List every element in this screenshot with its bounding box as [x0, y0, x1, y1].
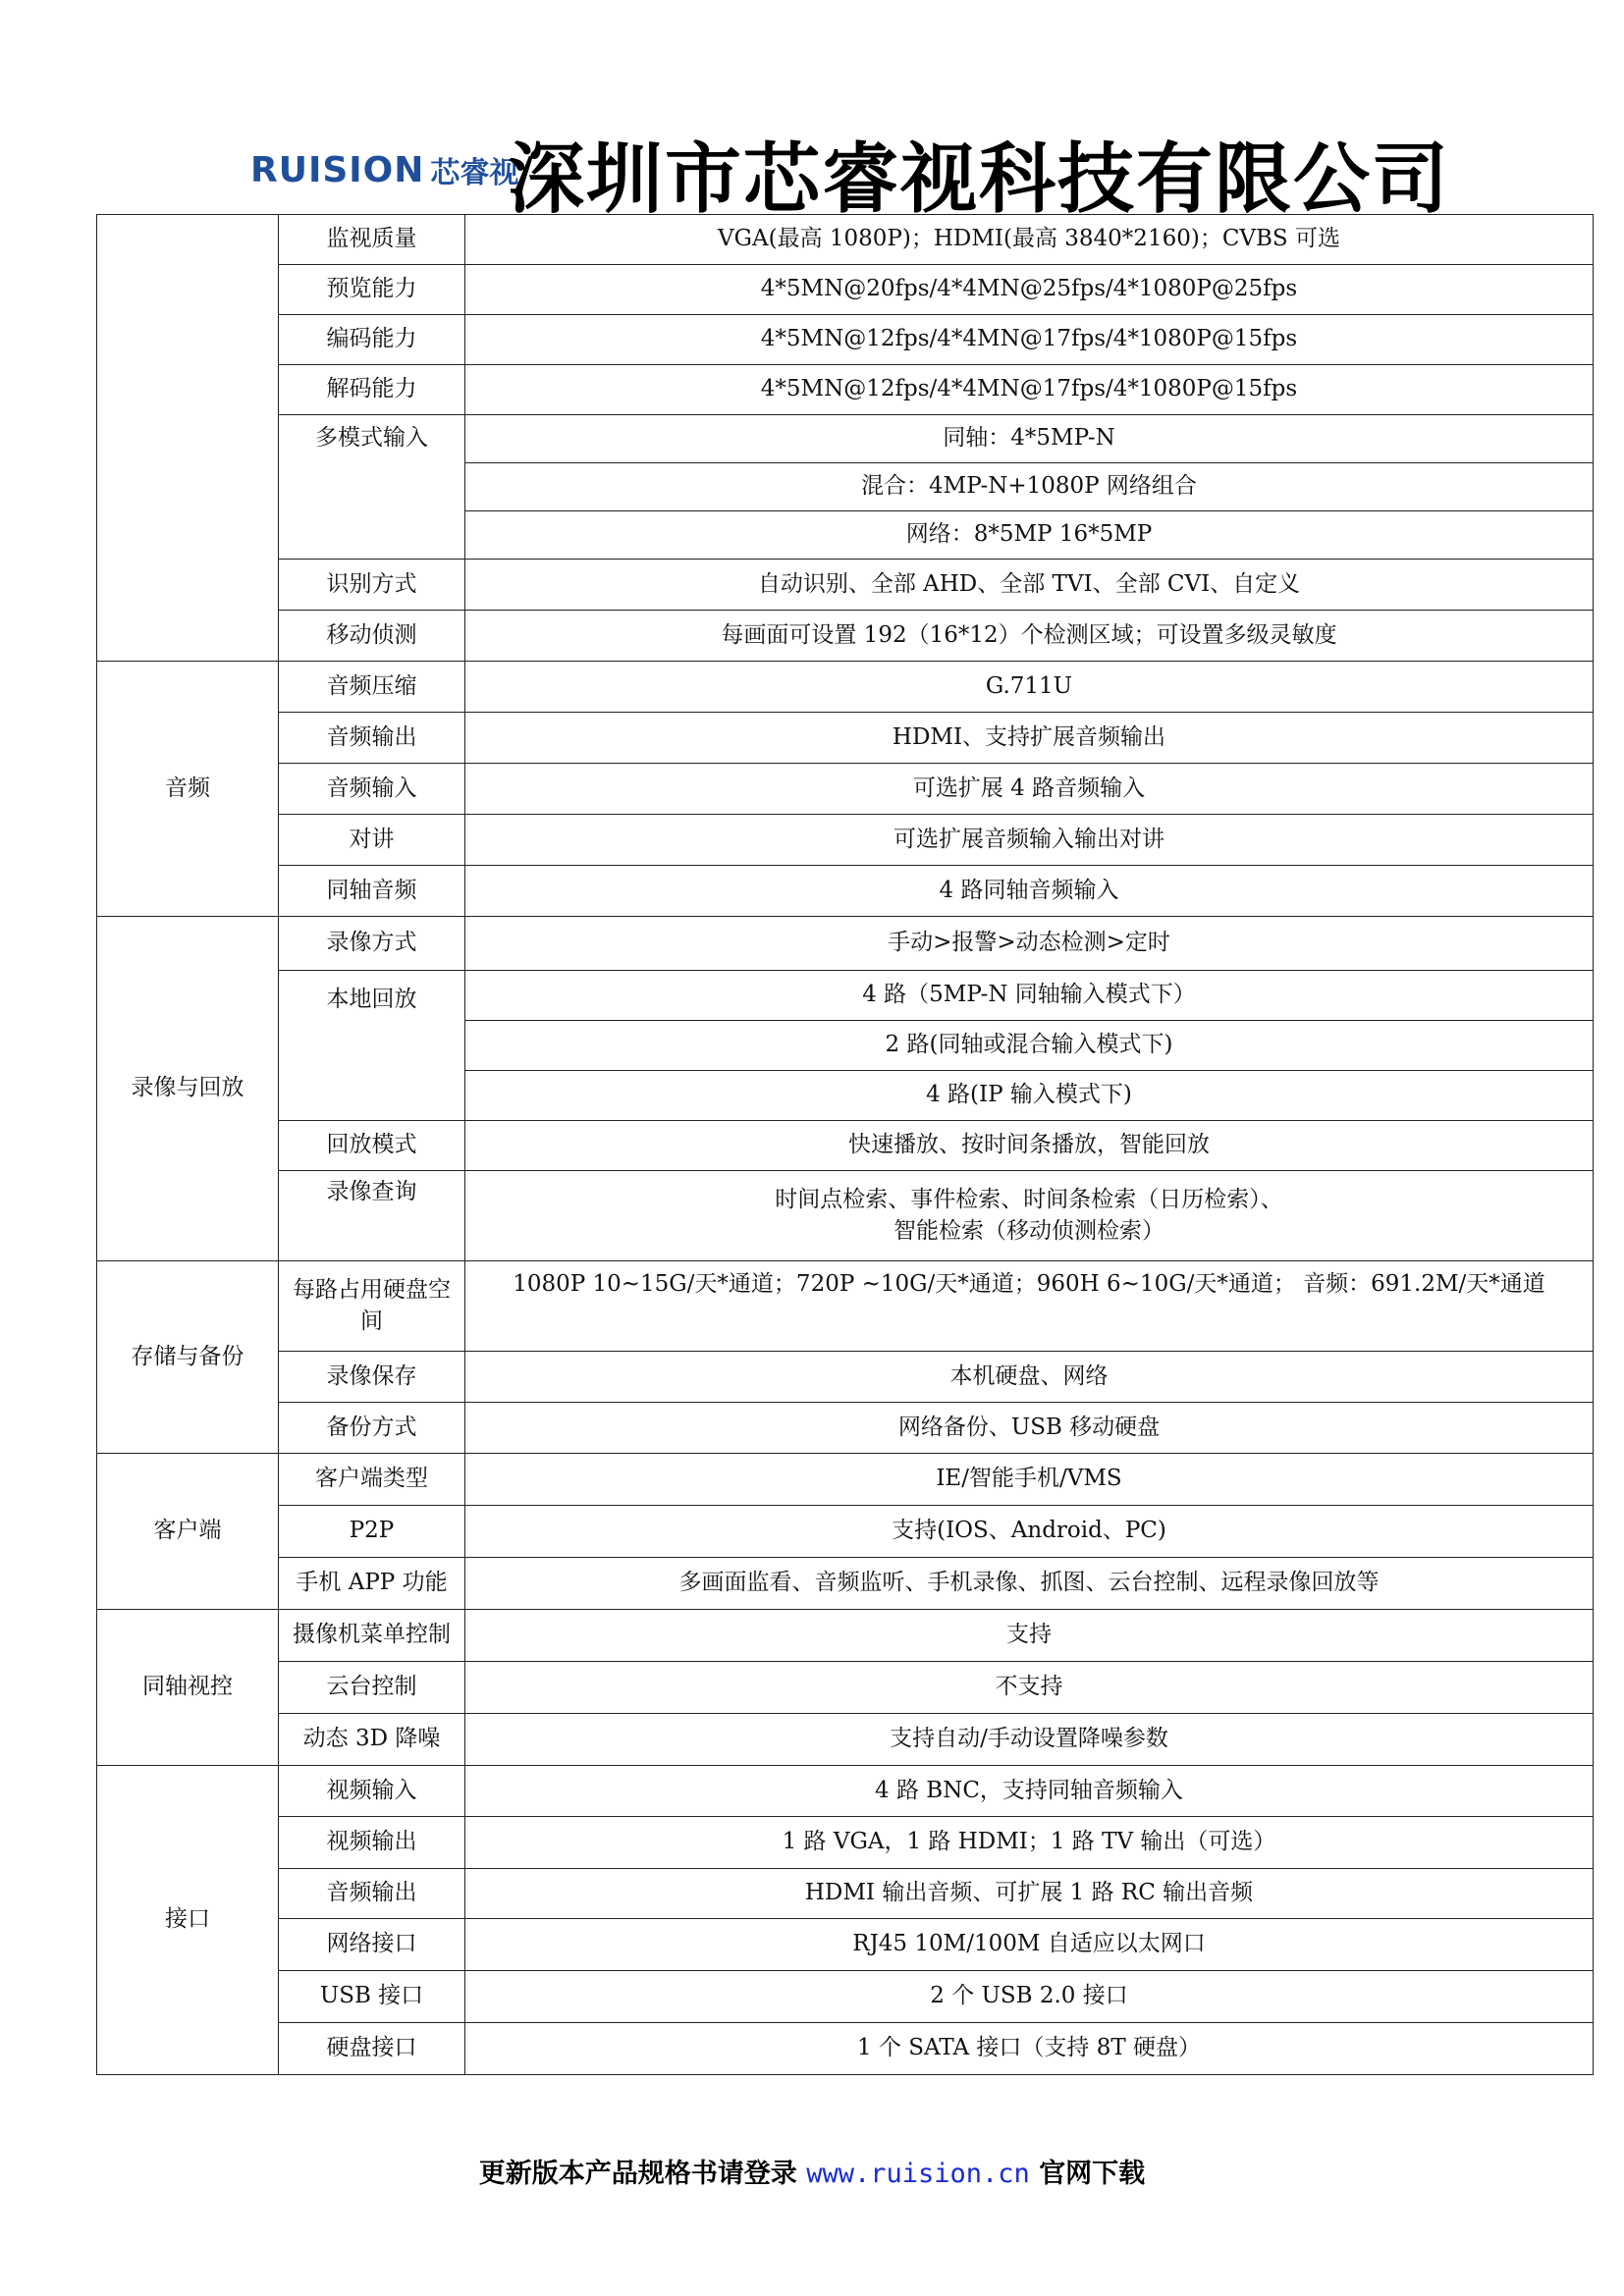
website-link[interactable]: www.ruision.cn — [806, 2159, 1030, 2189]
row-value: G.711U — [465, 662, 1594, 713]
logo-cn: 芯睿视 — [430, 156, 519, 190]
table-row — [97, 1610, 1594, 1662]
row-label: 录像方式 — [279, 917, 465, 971]
table-row — [97, 1971, 1594, 2023]
footer-suffix: 官网下载 — [1039, 2159, 1146, 2189]
table-row — [97, 1454, 1594, 1506]
table-row — [97, 971, 1594, 1021]
row-label: USB 接口 — [279, 1971, 465, 2023]
row-value — [465, 1171, 1594, 1261]
row-value: 网络备份、USB 移动硬盘 — [465, 1403, 1594, 1454]
row-value: HDMI、支持扩展音频输出 — [465, 713, 1594, 764]
row-value: HDMI 输出音频、可扩展 1 路 RC 输出音频 — [465, 1869, 1594, 1919]
row-value: 本机硬盘、网络 — [465, 1352, 1594, 1403]
table-row — [97, 815, 1594, 866]
group-cell-audio: 音频 — [97, 662, 279, 917]
row-value: 同轴：4*5MP-N — [465, 415, 1594, 463]
row-value: RJ45 10M/100M 自适应以太网口 — [465, 1919, 1594, 1971]
group-cell-record: 录像与回放 — [97, 917, 279, 1261]
row-value: 4 路(IP 输入模式下) — [465, 1071, 1594, 1121]
row-label: 本地回放 — [279, 971, 465, 1121]
footer-prefix: 更新版本产品规格书请登录 — [478, 2159, 797, 2189]
table-row — [97, 713, 1594, 764]
row-label: 视频输出 — [279, 1817, 465, 1869]
logo-text: RUISION — [250, 149, 425, 190]
row-value: 支持(IOS、Android、PC) — [465, 1506, 1594, 1558]
table-row — [97, 1171, 1594, 1261]
table-row — [97, 1714, 1594, 1766]
row-label: 客户端类型 — [279, 1454, 465, 1506]
table-row — [97, 1766, 1594, 1817]
row-value: 混合：4MP-N+1080P 网络组合 — [465, 463, 1594, 511]
row-label: 移动侦测 — [279, 611, 465, 662]
row-label: 多模式输入 — [279, 415, 465, 560]
table-row — [97, 611, 1594, 662]
row-value: 1 个 SATA 接口（支持 8T 硬盘） — [465, 2023, 1594, 2075]
row-value: 1080P 10~15G/天*通道；720P ~10G/天*通道；960H 6~10G/天*通道； 音频：691.2M/天*通道 — [465, 1261, 1594, 1352]
row-label: 编码能力 — [279, 315, 465, 365]
row-value: 不支持 — [465, 1662, 1594, 1714]
row-value-line: 智能检索（移动侦测检索） — [893, 1217, 1164, 1244]
row-label: 录像查询 — [279, 1171, 465, 1261]
table-row — [97, 866, 1594, 917]
row-label: 音频输出 — [279, 713, 465, 764]
row-label: 手机 APP 功能 — [279, 1558, 465, 1610]
row-value: 每画面可设置 192（16*12）个检测区域；可设置多级灵敏度 — [465, 611, 1594, 662]
table-row — [97, 1121, 1594, 1171]
row-value: 可选扩展音频输入输出对讲 — [465, 815, 1594, 866]
row-label: 识别方式 — [279, 560, 465, 611]
row-value: 4*5MN@12fps/4*4MN@17fps/4*1080P@15fps — [465, 315, 1594, 365]
company-name: 深圳市芯睿视科技有限公司 — [508, 135, 1451, 224]
table-row — [97, 1261, 1594, 1352]
row-label-line: 间 — [360, 1308, 383, 1334]
row-value: 可选扩展 4 路音频输入 — [465, 764, 1594, 815]
group-cell-client: 客户端 — [97, 1454, 279, 1610]
table-row — [97, 2023, 1594, 2075]
table-row — [97, 265, 1594, 315]
row-label: 网络接口 — [279, 1919, 465, 1971]
row-value: 多画面监看、音频监听、手机录像、抓图、云台控制、远程录像回放等 — [465, 1558, 1594, 1610]
row-value: 自动识别、全部 AHD、全部 TVI、全部 CVI、自定义 — [465, 560, 1594, 611]
row-label: 对讲 — [279, 815, 465, 866]
row-label: 视频输入 — [279, 1766, 465, 1817]
row-value: 手动>报警>动态检测>定时 — [465, 917, 1594, 971]
row-label: 硬盘接口 — [279, 2023, 465, 2075]
table-row — [97, 560, 1594, 611]
group-cell-storage: 存储与备份 — [97, 1261, 279, 1454]
row-value: 支持 — [465, 1610, 1594, 1662]
row-value: 2 路(同轴或混合输入模式下) — [465, 1021, 1594, 1071]
row-label: 音频输入 — [279, 764, 465, 815]
table-row — [97, 1558, 1594, 1610]
table-row — [97, 365, 1594, 415]
row-label — [279, 1261, 465, 1352]
row-value: 快速播放、按时间条播放，智能回放 — [465, 1121, 1594, 1171]
table-row — [97, 1662, 1594, 1714]
table-row — [97, 215, 1594, 265]
row-value: 4 路同轴音频输入 — [465, 866, 1594, 917]
row-label: 录像保存 — [279, 1352, 465, 1403]
row-label: 云台控制 — [279, 1662, 465, 1714]
row-value: 2 个 USB 2.0 接口 — [465, 1971, 1594, 2023]
table-row — [97, 415, 1594, 463]
row-label: 音频压缩 — [279, 662, 465, 713]
row-label: 预览能力 — [279, 265, 465, 315]
row-label: 音频输出 — [279, 1869, 465, 1919]
table-row — [97, 1506, 1594, 1558]
row-value: 4*5MN@20fps/4*4MN@25fps/4*1080P@25fps — [465, 265, 1594, 315]
row-value: 支持自动/手动设置降噪参数 — [465, 1714, 1594, 1766]
row-value: IE/智能手机/VMS — [465, 1454, 1594, 1506]
row-value: 4 路（5MP-N 同轴输入模式下） — [465, 971, 1594, 1021]
row-label: P2P — [279, 1506, 465, 1558]
group-cell-interface: 接口 — [97, 1766, 279, 2075]
row-label: 动态 3D 降噪 — [279, 1714, 465, 1766]
table-row — [97, 1919, 1594, 1971]
row-value: 4*5MN@12fps/4*4MN@17fps/4*1080P@15fps — [465, 365, 1594, 415]
row-value: 网络：8*5MP 16*5MP — [465, 511, 1594, 560]
table-row — [97, 917, 1594, 971]
table-row — [97, 764, 1594, 815]
table-row — [97, 1817, 1594, 1869]
row-value-line: 时间点检索、事件检索、时间条检索（日历检索）、 — [775, 1187, 1283, 1213]
row-label: 解码能力 — [279, 365, 465, 415]
row-value: 4 路 BNC，支持同轴音频输入 — [465, 1766, 1594, 1817]
group-cell-video — [97, 215, 279, 662]
row-label: 监视质量 — [279, 215, 465, 265]
row-label: 回放模式 — [279, 1121, 465, 1171]
table-row — [97, 1352, 1594, 1403]
row-label-line: 每路占用硬盘空 — [293, 1277, 451, 1304]
table-row — [97, 1869, 1594, 1919]
company-logo — [250, 135, 518, 204]
row-label: 摄像机菜单控制 — [279, 1610, 465, 1662]
row-label: 同轴音频 — [279, 866, 465, 917]
row-value: 1 路 VGA，1 路 HDMI；1 路 TV 输出（可选） — [465, 1817, 1594, 1869]
row-label: 备份方式 — [279, 1403, 465, 1454]
group-cell-coax: 同轴视控 — [97, 1610, 279, 1766]
page-footer — [0, 2152, 1624, 2190]
table-row — [97, 315, 1594, 365]
table-row — [97, 1403, 1594, 1454]
page-header — [250, 118, 1451, 224]
spec-table — [96, 214, 1594, 2075]
row-value: VGA(最高 1080P)；HDMI(最高 3840*2160)；CVBS 可选 — [465, 215, 1594, 265]
table-row — [97, 662, 1594, 713]
